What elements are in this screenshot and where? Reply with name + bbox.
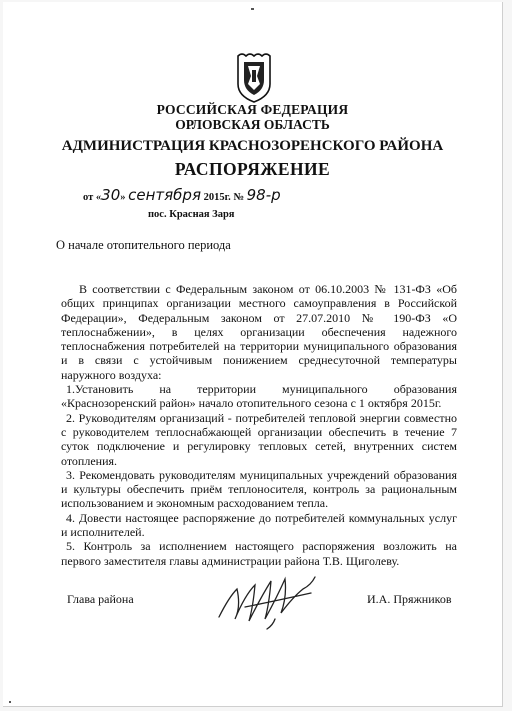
place: пос. Красная Заря xyxy=(148,209,235,220)
region-heading: ОРЛОВСКАЯ ОБЛАСТЬ xyxy=(175,117,330,132)
date-year: 2015г. xyxy=(203,192,231,203)
scan-speck xyxy=(251,8,254,10)
list-item: 2. Руководителям организаций - потребителей тепловой энергии совместно с руководителем теплоснабжающей организации обеспечить в течение 7 суток подключение и регулировку тепловых сетей, внутренних систем отопления. xyxy=(61,410,457,468)
signatory-name: И.А. Пряжников xyxy=(367,592,452,606)
document-subject: О начале отопительного периода xyxy=(56,238,231,252)
list-item: 4. Довести настоящее распоряжение до потребителей коммунальных услуг и исполнителей. xyxy=(61,510,457,540)
scan-speck xyxy=(9,701,11,703)
date-mid: » xyxy=(120,192,126,203)
list-item: 3. Рекомендовать руководителям муниципальных учреждений образования и культуры обеспечить приём теплоносителя, контроль за рациональным использованием и экономным расходованием тепла. xyxy=(61,467,457,511)
handwritten-signature xyxy=(215,567,325,632)
document-number: 98-р xyxy=(246,186,281,204)
list-item: 1.Установить на территории муниципального образования «Краснозоренский район» начало отопительного сезона с 1 октября 2015г. xyxy=(61,382,457,411)
number-label: № xyxy=(233,192,244,203)
coat-of-arms-icon xyxy=(232,50,276,104)
date-prefix: от « xyxy=(83,192,102,203)
date-month: сентября xyxy=(128,186,201,204)
document-type-heading: РАСПОРЯЖЕНИЕ xyxy=(174,159,331,179)
date-day: 30 xyxy=(101,186,121,204)
country-heading: РОССИЙСКАЯ ФЕДЕРАЦИЯ xyxy=(156,102,349,117)
date-line xyxy=(83,186,281,204)
document-body xyxy=(61,282,457,568)
signatory-position: Глава района xyxy=(67,592,134,606)
administration-heading: АДМИНИСТРАЦИЯ КРАСНОЗОРЕНСКОГО РАЙОНА xyxy=(61,138,444,154)
list-item: 5. Контроль за исполнением настоящего распоряжения возложить на первого заместителя главы администрации района Т.В. Щиголеву. xyxy=(61,539,457,568)
document-page xyxy=(3,2,503,707)
preamble-paragraph: В соответствии с Федеральным законом от 06.10.2003 № 131-ФЗ «Об общих принципах организации местного самоуправления в Российской Федерации», Федеральным законом от 27.07.2010 № 190-ФЗ «О теплоснабжении», в целях организации обеспечения надежного теплоснабжения потребителей на территории муниципального образования и в связи с устойчивым понижением среднесуточной температуры наружного воздуха: xyxy=(61,282,457,382)
